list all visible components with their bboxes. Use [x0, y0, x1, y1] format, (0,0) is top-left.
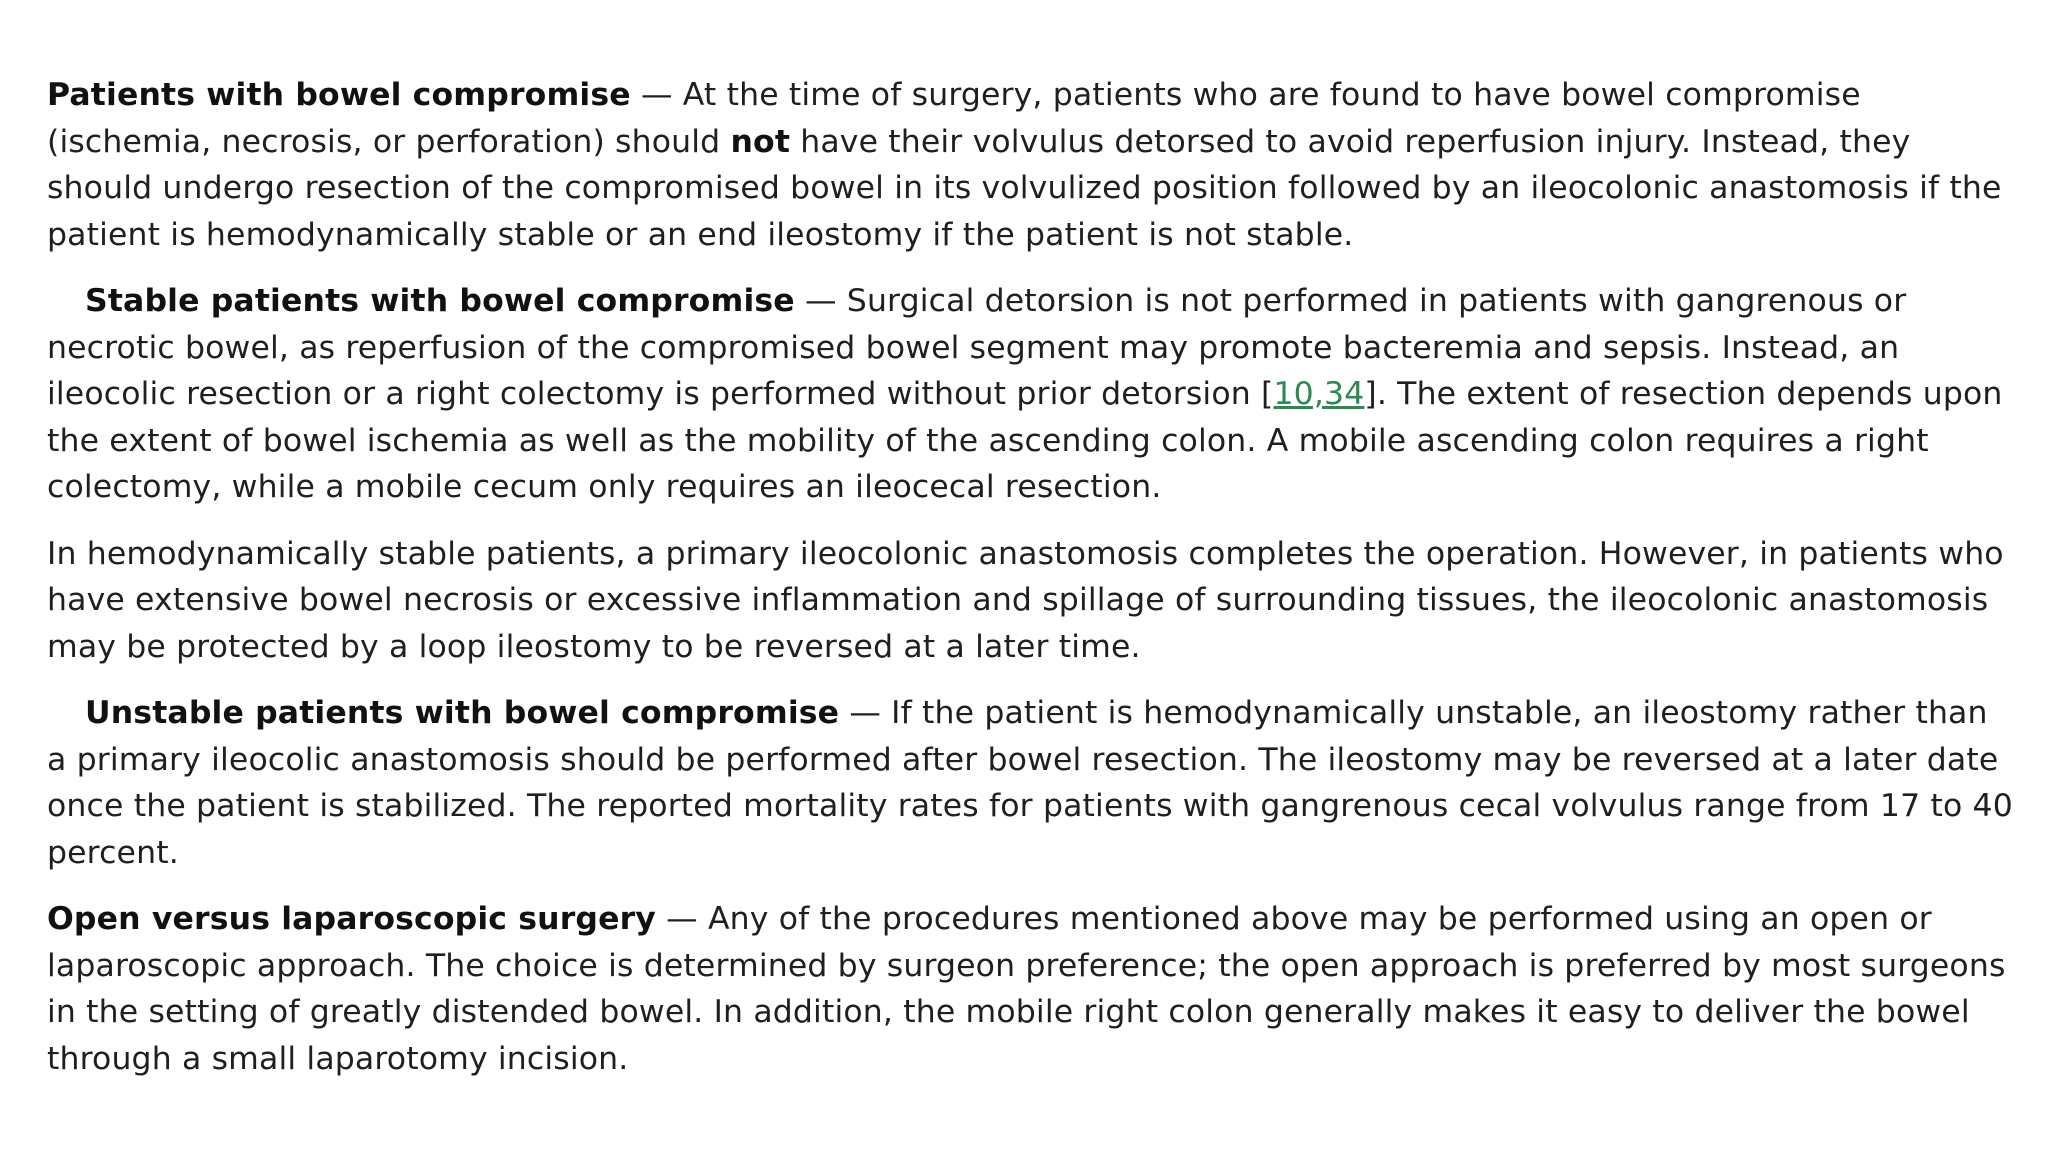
section-text: Surgical detorsion is not performed in patients with gangrenous or necrotic bowel, as reperfusion of the compromised bowel segment may promote bacteremia and sepsis. Instead, an ileocolic resection or a right colectomy is performed without prior detorsion [ — [47, 283, 1907, 412]
section-bowel-compromise — [47, 72, 2017, 258]
section-text: At the time of surgery, patients who are found to have bowel compromise (ischemia, necrosis, or perforation) should — [47, 77, 1861, 160]
section-heading: Unstable patients with bowel compromise — [85, 695, 840, 731]
section-text: Any of the procedures mentioned above may be performed using an open or laparoscopic approach. The choice is determined by surgeon preference; the open approach is preferred by most surgeons in the setting of greatly distended bowel. In addition, the mobile right colon generally makes it easy to deliver the bowel through a small laparotomy incision. — [47, 901, 2006, 1077]
emphasis-not: not — [730, 123, 791, 160]
section-text: ]. The extent of resection depends upon the extent of bowel ischemia as well as the mobility of the ascending colon. A mobile ascending colon requires a right colectomy, while a mobile cecum only requires an ileocecal resection. — [47, 376, 2003, 505]
section-heading: Patients with bowel compromise — [47, 77, 631, 113]
section-open-vs-laparoscopic — [47, 896, 2017, 1082]
paragraph-stable-anastomosis — [47, 531, 2017, 671]
heading-dash: — — [794, 283, 847, 319]
section-stable-patients — [47, 278, 2017, 511]
heading-dash: — — [655, 901, 708, 937]
section-text: If the patient is hemodynamically unstable, an ileostomy rather than a primary ileocolic anastomosis should be performed after bowel resection. The ileostomy may be reversed at a later date once the patient is stabilized. The reported mortality rates for patients with gangrenous cecal volvulus range from 17 to 40 percent. — [47, 695, 2013, 871]
section-unstable-patients — [47, 690, 2017, 876]
paragraph-text: In hemodynamically stable patients, a primary ileocolonic anastomosis completes the operation. However, in patients who have extensive bowel necrosis or excessive inflammation and spillage of surrounding tissues, the ileocolonic anastomosis may be protected by a loop ileostomy to be reversed at a later time. — [47, 535, 2004, 665]
article-content — [47, 72, 2017, 1102]
reference-link[interactable]: 10,34 — [1273, 376, 1365, 412]
heading-dash: — — [630, 77, 683, 113]
section-heading: Stable patients with bowel compromise — [85, 283, 795, 319]
section-text: have their volvulus detorsed to avoid reperfusion injury. Instead, they should undergo resection of the compromised bowel in its volvulized position followed by an ileocolonic anastomosis if the patient is hemodynamically stable or an end ileostomy if the patient is not stable. — [47, 123, 2002, 253]
heading-dash: — — [839, 695, 892, 731]
section-heading: Open versus laparoscopic surgery — [47, 901, 656, 937]
